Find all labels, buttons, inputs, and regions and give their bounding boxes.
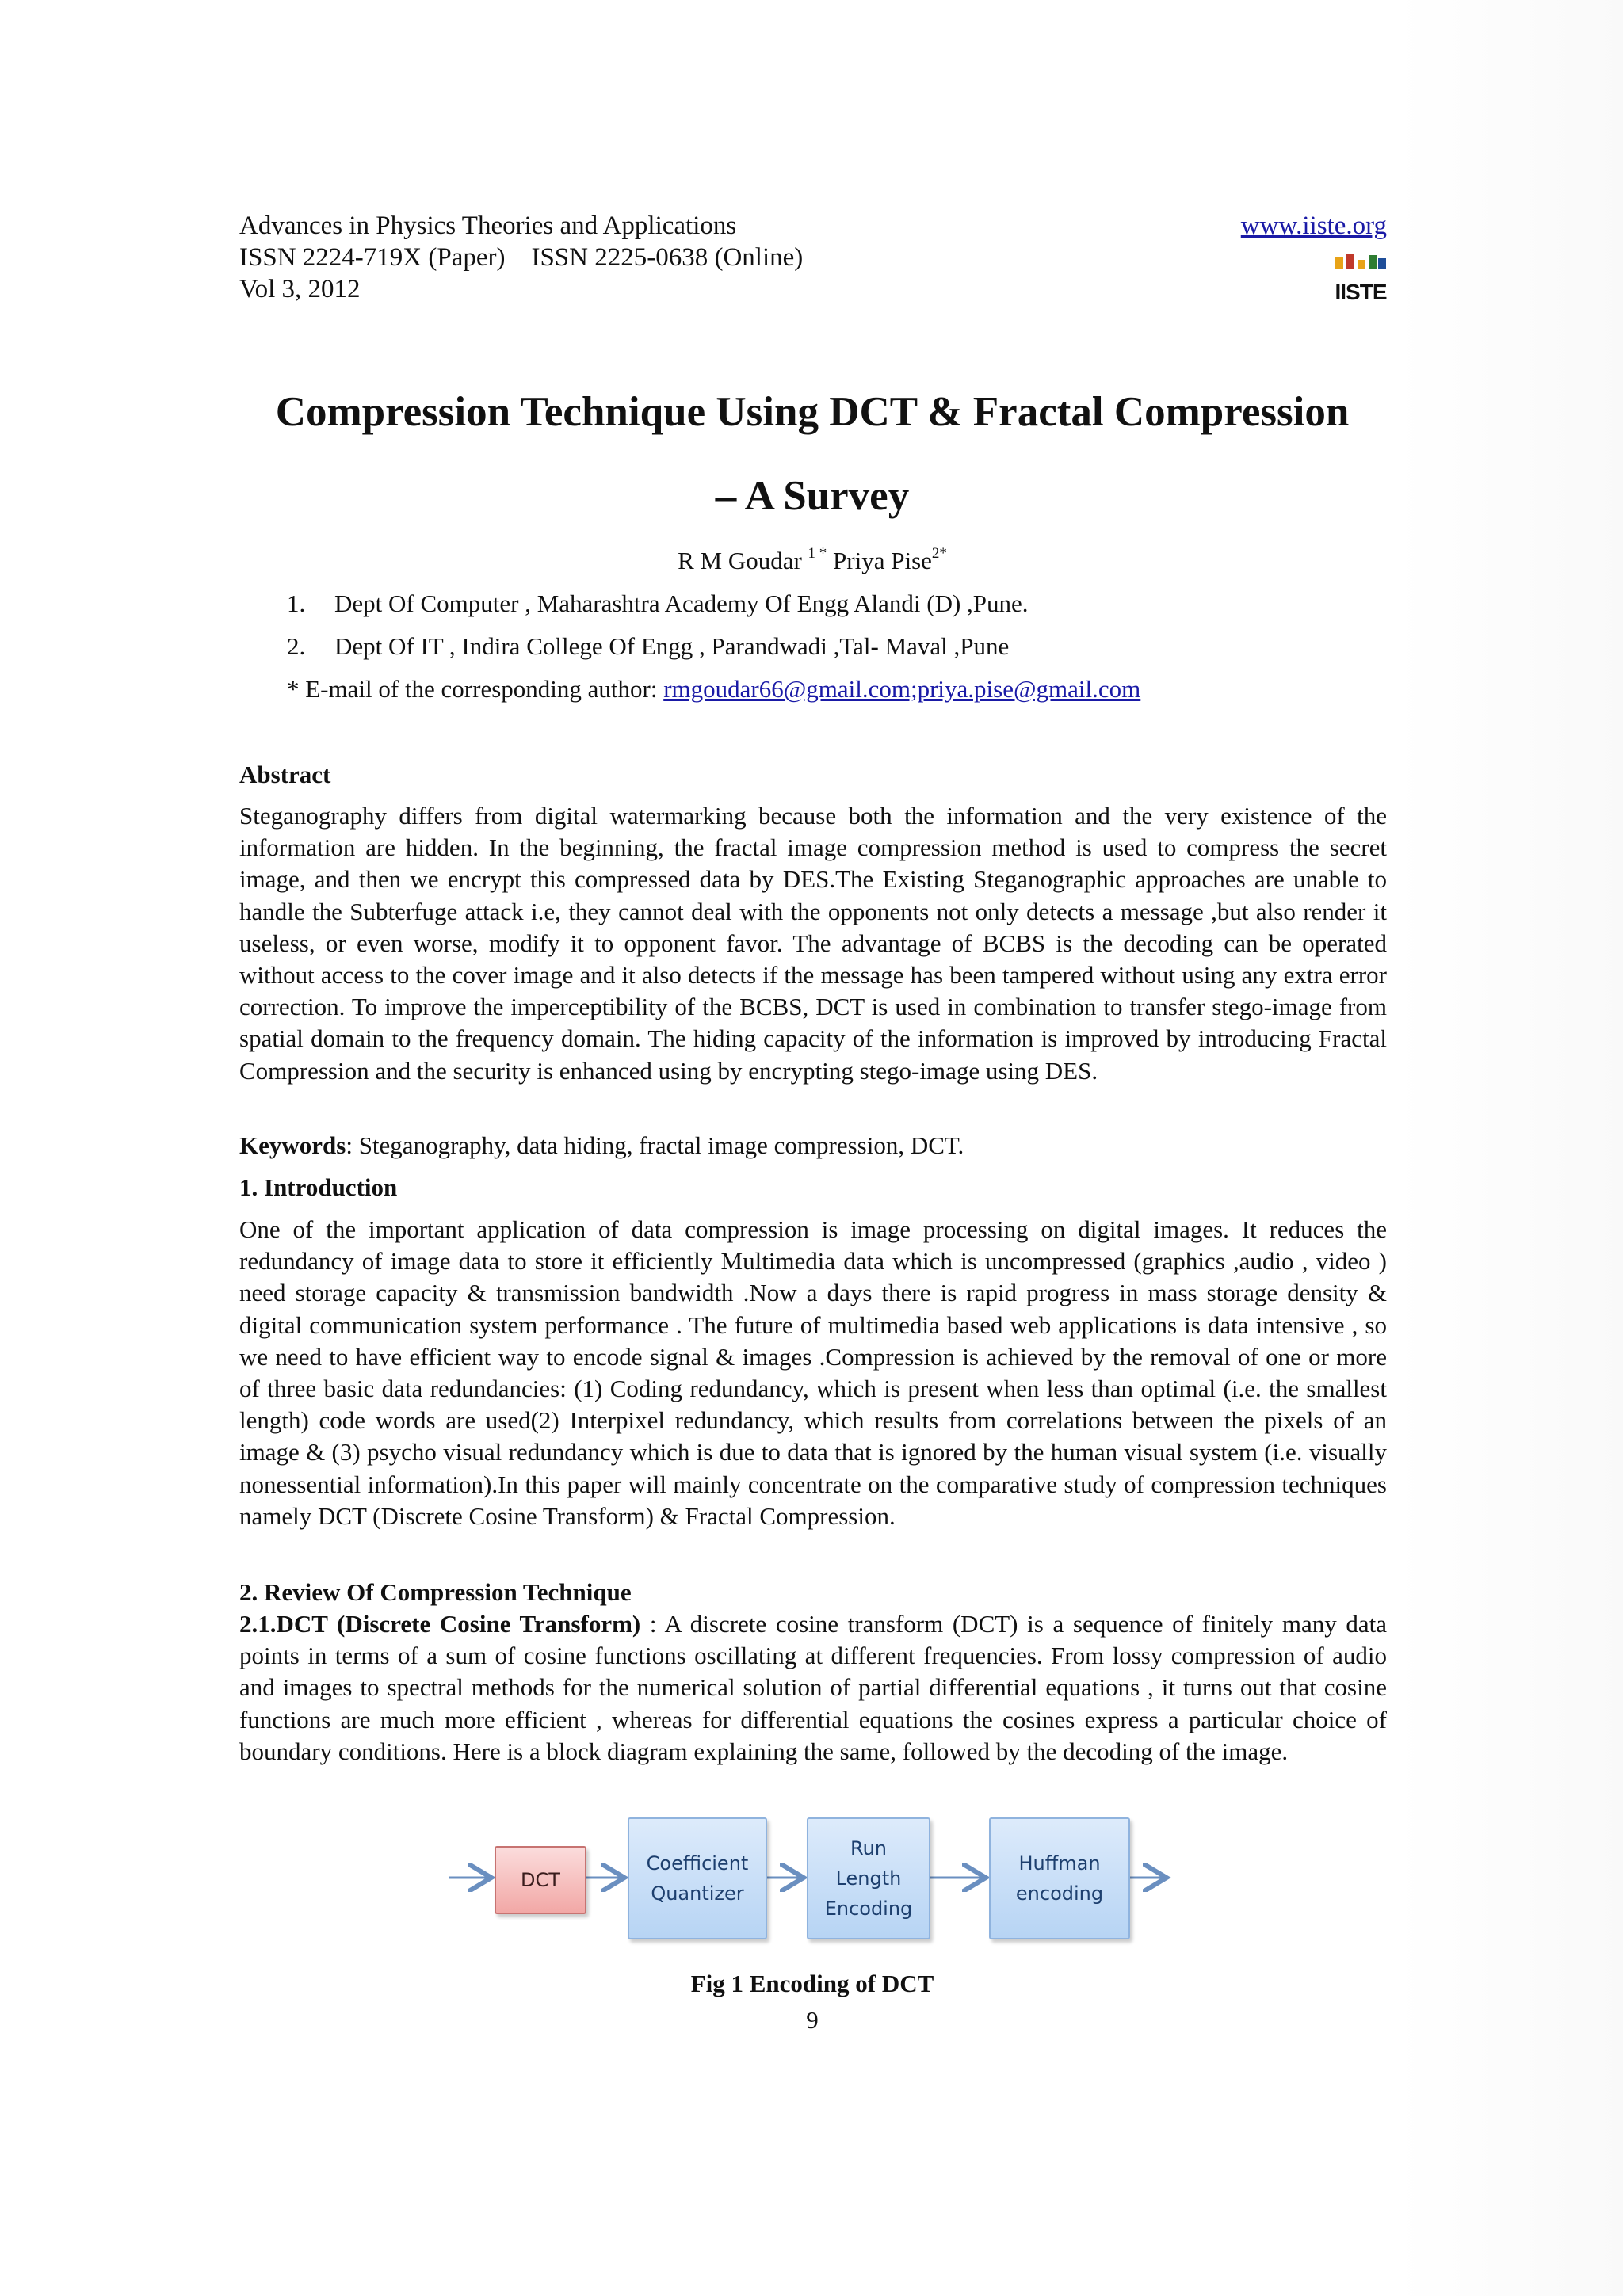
email-line <box>287 673 1140 705</box>
authors-line <box>238 545 1387 577</box>
paper-title: Compression Technique Using DCT & Fractal Compression <box>275 389 1350 435</box>
dct-paragraph <box>239 1608 1387 1768</box>
volume-line: Vol 3, 2012 <box>239 275 361 303</box>
author-1: R M Goudar <box>678 547 802 574</box>
review-heading <box>239 1577 632 1608</box>
keywords-line <box>239 1130 964 1161</box>
dct-encoding-diagram <box>444 1806 1173 1949</box>
author-1-superscript: 1 * <box>808 544 827 562</box>
email-link[interactable]: rmgoudar66@gmail.com;priya.pise@gmail.com <box>663 675 1141 703</box>
dct-block: DCT <box>495 1846 586 1914</box>
affiliation-1-text: Dept Of Computer , Maharashtra Academy Of Engg Alandi (D) ,Pune. <box>334 589 1029 617</box>
abstract-heading: Abstract <box>239 761 331 788</box>
page-number: 9 <box>806 2006 819 2034</box>
keywords-label: Keywords <box>239 1131 346 1159</box>
journal-name: Advances in Physics Theories and Applications <box>239 212 737 240</box>
affiliation-1-number: 1. <box>287 589 306 617</box>
dct-subheading: 2.1.DCT (Discrete Cosine Transform) <box>239 1610 641 1638</box>
author-2-superscript: 2* <box>931 544 947 562</box>
figure-caption: Fig 1 Encoding of DCT <box>690 1970 934 1997</box>
email-label: * E-mail of the corresponding author: <box>287 675 664 703</box>
website-link[interactable]: www.iiste.org <box>1240 212 1387 240</box>
intro-heading: 1. Introduction <box>239 1173 398 1201</box>
coefficient-quantizer-block: Coefficient Quantizer <box>628 1817 767 1939</box>
affiliation-1 <box>287 588 1029 620</box>
review-heading-text: . Review Of Compression Technique <box>251 1578 632 1606</box>
dct-text: : A discrete cosine transform (DCT) is a sequence of finitely many data points in terms of a sum of cosine functions oscillating at different frequencies. From lossy compression of audio and images to spectral methods for the numerical solution of partial differential equations , it turns out that cosine functions are much more efficient , whereas for differential equations the cosines express a particular choice of boundary conditions. Here is a block diagram explaining the same, followed by the decoding of the image. <box>239 1610 1387 1765</box>
keywords-text: : Steganography, data hiding, fractal image compression, DCT. <box>346 1131 964 1159</box>
iiste-logo-graphic <box>1334 252 1388 306</box>
review-heading-number: 2 <box>239 1578 252 1606</box>
paper-title-line2: – A Survey <box>715 473 910 519</box>
abstract-text: Steganography differs from digital watermarking because both the information and the very existence of the information are hidden. In the beginning, the fractal image compression method is used to compress the secret image, and then we encrypt this compressed data by DES.The Existing Steganographic approaches are unable to handle the Subterfuge attack i.e, they cannot deal with the opponents not only detects a message ,but also render it useless, or even worse, modify it to opponent favor. The advantage of BCBS is the decoding can be operated without access to the cover image and it also detects if the message has been tampered without using any extra error correction. To improve the imperceptibility of the BCBS, DCT is used in combination to transfer stego-image from spatial domain to the frequency domain. The hiding capacity of the information is improved by introducing Fractal Compression and the security is enhanced using by encrypting stego-image using DES. <box>239 802 1387 1085</box>
iiste-logo-text: IISTE <box>1335 280 1387 304</box>
issn-line: ISSN 2224-719X (Paper) ISSN 2225-0638 (Online) <box>239 243 804 272</box>
run-length-encoding-block: Run Length Encoding <box>807 1817 930 1939</box>
author-2: Priya Pise <box>833 547 932 574</box>
huffman-encoding-block: Huffman encoding <box>989 1817 1130 1939</box>
affiliation-2 <box>287 631 1010 662</box>
iiste-logo <box>1334 252 1388 306</box>
intro-text: One of the important application of data compression is image processing on digital images. It reduces the redundancy of image data to store it efficiently Multimedia data which is uncompressed (graphics ,audio , video ) need storage capacity & transmission bandwidth .Now a days there is rapid progress in mass storage density & digital communication system performance . The future of multimedia based web applications is data intensive , so we need to have efficient way to encode signal & images .Compression is achieved by the removal of one or more of three basic data redundancies: (1) Coding redundancy, which is present when less than optimal (i.e. the smallest length) code words are used(2) Interpixel redundancy, which results from correlations between the pixels of an image & (3) psycho visual redundancy which is due to data that is ignored by the human visual system (i.e. visually nonessential information).In this paper will mainly concentrate on the comparative study of compression techniques namely DCT (Discrete Cosine Transform) & Fractal Compression. <box>239 1215 1387 1530</box>
affiliation-2-number: 2. <box>287 632 306 660</box>
affiliation-2-text: Dept Of IT , Indira College Of Engg , Parandwadi ,Tal- Maval ,Pune <box>334 632 1010 660</box>
